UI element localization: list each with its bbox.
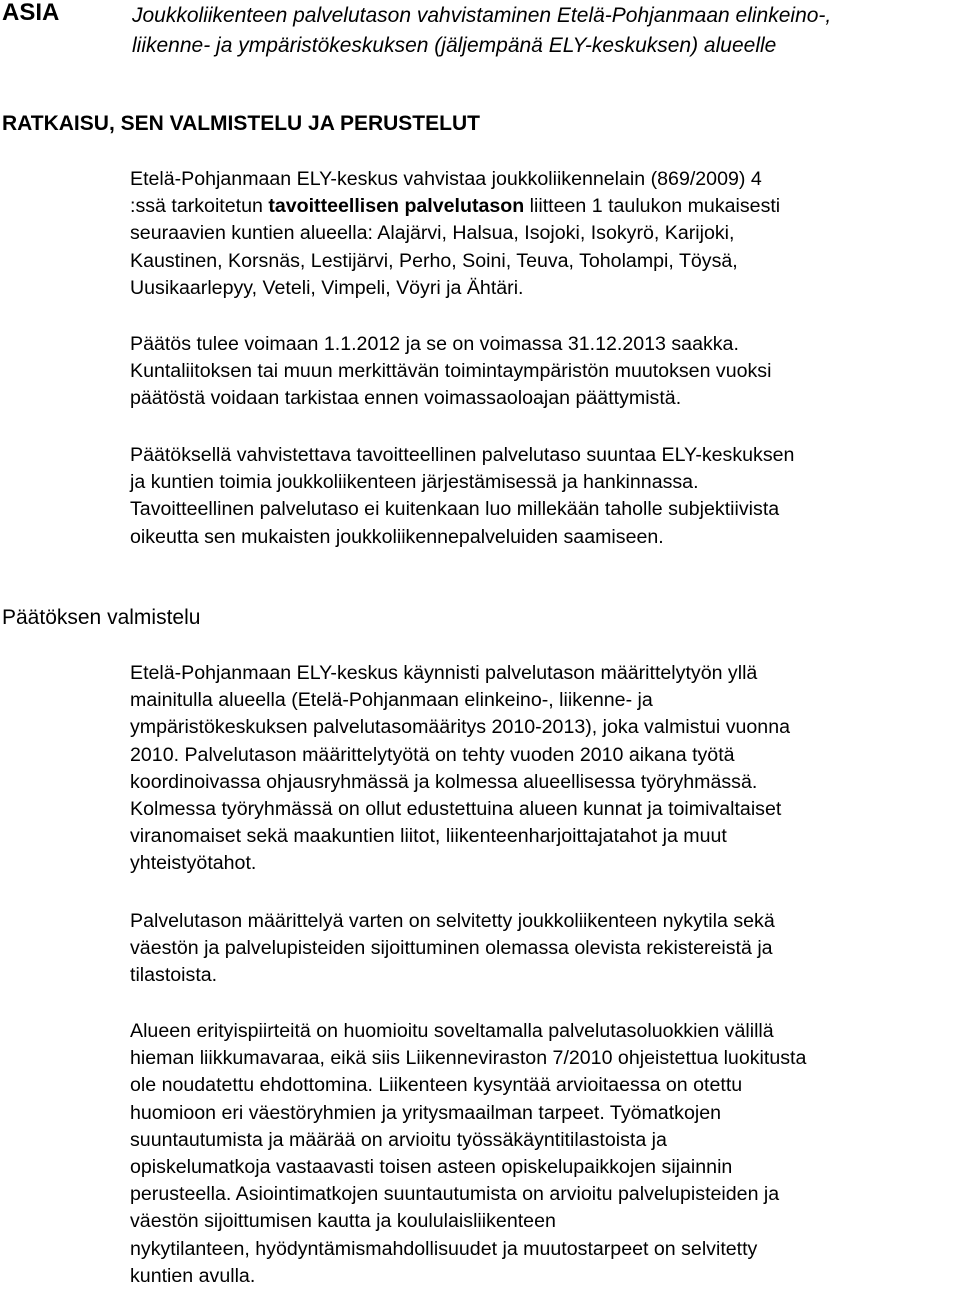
text-line: päätöstä voidaan tarkistaa ennen voimassaoloajan päättymistä. (130, 387, 682, 410)
text-line: ja kuntien toimia joukkoliikenteen järjestämisessä ja hankinnassa. (130, 471, 699, 494)
valmistelu-body-3 (130, 1018, 960, 1290)
text-line: Alueen erityispiirteitä on huomioitu soveltamalla palvelutasoluokkien välillä (130, 1020, 774, 1042)
subject-line: liikenne- ja ympäristökeskuksen (jäljempänä ELY-keskuksen) alueelle (132, 34, 777, 57)
text-line: Päätös tulee voimaan 1.1.2012 ja se on voimassa 31.12.2013 saakka. (130, 333, 739, 355)
paragraph (130, 908, 960, 990)
paragraph (130, 166, 960, 302)
text-line: Etelä-Pohjanmaan ELY-keskus käynnisti palvelutason määrittelytyön yllä (130, 662, 758, 684)
text-line: oikeutta sen mukaisten joukkoliikennepalveluiden saamiseen. (130, 525, 664, 548)
paragraph (130, 331, 960, 413)
text-line: kuntien avulla. (130, 1264, 256, 1287)
emphasis-term: tavoitteellisen palvelutason (268, 195, 525, 218)
section-heading-valmistelu: Päätöksen valmistelu (2, 606, 201, 629)
text-line: Kuntaliitoksen tai muun merkittävän toimintaympäristön muutoksen vuoksi (130, 360, 772, 383)
text-line: väestön sijoittumisen kautta ja koululaisliikenteen (130, 1210, 556, 1233)
text-line: Kaustinen, Korsnäs, Lestijärvi, Perho, Soini, Teuva, Toholampi, Töysä, (130, 249, 738, 272)
text-line: opiskelumatkoja vastaavasti toisen asteen opiskelupaikkojen sijainnin (130, 1156, 733, 1179)
ratkaisu-body (130, 166, 960, 302)
text-run: :ssä tarkoitetun (130, 195, 269, 218)
text-run: liitteen 1 taulukon mukaisesti (524, 195, 781, 218)
text-line (130, 193, 960, 220)
text-line: mainitulla alueella (Etelä-Pohjanmaan elinkeino-, liikenne- ja (130, 689, 653, 712)
text-line: viranomaiset sekä maakuntien liitot, liikenteenharjoittajatahot ja muut (130, 825, 727, 848)
text-line: hieman liikkumavaraa, eikä siis Liikenneviraston 7/2010 ohjeistettua luokitusta (130, 1047, 807, 1070)
text-line: suuntautumista ja määrää on arvioitu työssäkäyntitilastoista ja (130, 1128, 667, 1151)
text-line: koordinoivassa ohjausryhmässä ja kolmessa alueellisessa työryhmässä. (130, 770, 758, 793)
text-line: huomioon eri väestöryhmien ja yritysmaailman tarpeet. Työmatkojen (130, 1101, 721, 1124)
text-line: Uusikaarlepyy, Veteli, Vimpeli, Vöyri ja Ähtäri. (130, 276, 524, 299)
text-line: ympäristökeskuksen palvelutasomääritys 2010-2013), joka valmistui vuonna (130, 716, 790, 739)
ratkaisu-validity (130, 331, 960, 413)
valmistelu-body-1 (130, 660, 960, 878)
text-line: seuraavien kuntien alueella: Alajärvi, Halsua, Isojoki, Isokyrö, Karijoki, (130, 222, 735, 245)
text-line: Etelä-Pohjanmaan ELY-keskus vahvistaa joukkoliikennelain (869/2009) 4 (130, 168, 762, 190)
paragraph (130, 1018, 960, 1290)
paragraph (130, 660, 960, 878)
valmistelu-body-2 (130, 908, 960, 990)
paragraph (130, 442, 960, 551)
text-line: 2010. Palvelutason määrittelytyötä on tehty vuoden 2010 aikana työtä (130, 743, 735, 766)
subject-title (132, 1, 952, 61)
text-line: perusteella. Asiointimatkojen suuntautumista on arvioitu palvelupisteiden ja (130, 1183, 780, 1206)
text-line: Päätöksellä vahvistettava tavoitteellinen palvelutaso suuntaa ELY-keskuksen (130, 444, 795, 466)
text-line: yhteistyötahot. (130, 852, 257, 875)
ratkaisu-effect (130, 442, 960, 551)
text-line: Kolmessa työryhmässä on ollut edustettuina alueen kunnat ja toimivaltaiset (130, 798, 782, 821)
asia-label: ASIA (2, 0, 60, 26)
text-line: väestön ja palvelupisteiden sijoittuminen olemassa olevista rekistereistä ja (130, 937, 773, 960)
text-line: Tavoitteellinen palvelutaso ei kuitenkaan luo millekään taholle subjektiivista (130, 498, 780, 521)
section-heading-ratkaisu: RATKAISU, SEN VALMISTELU JA PERUSTELUT (2, 112, 480, 135)
text-line: tilastoista. (130, 964, 218, 987)
text-line: nykytilanteen, hyödyntämismahdollisuudet ja muutostarpeet on selvitetty (130, 1237, 758, 1260)
text-line: Palvelutason määrittelyä varten on selvitetty joukkoliikenteen nykytila sekä (130, 910, 775, 932)
text-line: ole noudatettu ehdottomina. Liikenteen kysyntää arvioitaessa on otettu (130, 1074, 743, 1097)
subject-line: Joukkoliikenteen palvelutason vahvistaminen Etelä-Pohjanmaan elinkeino-, (132, 4, 832, 27)
